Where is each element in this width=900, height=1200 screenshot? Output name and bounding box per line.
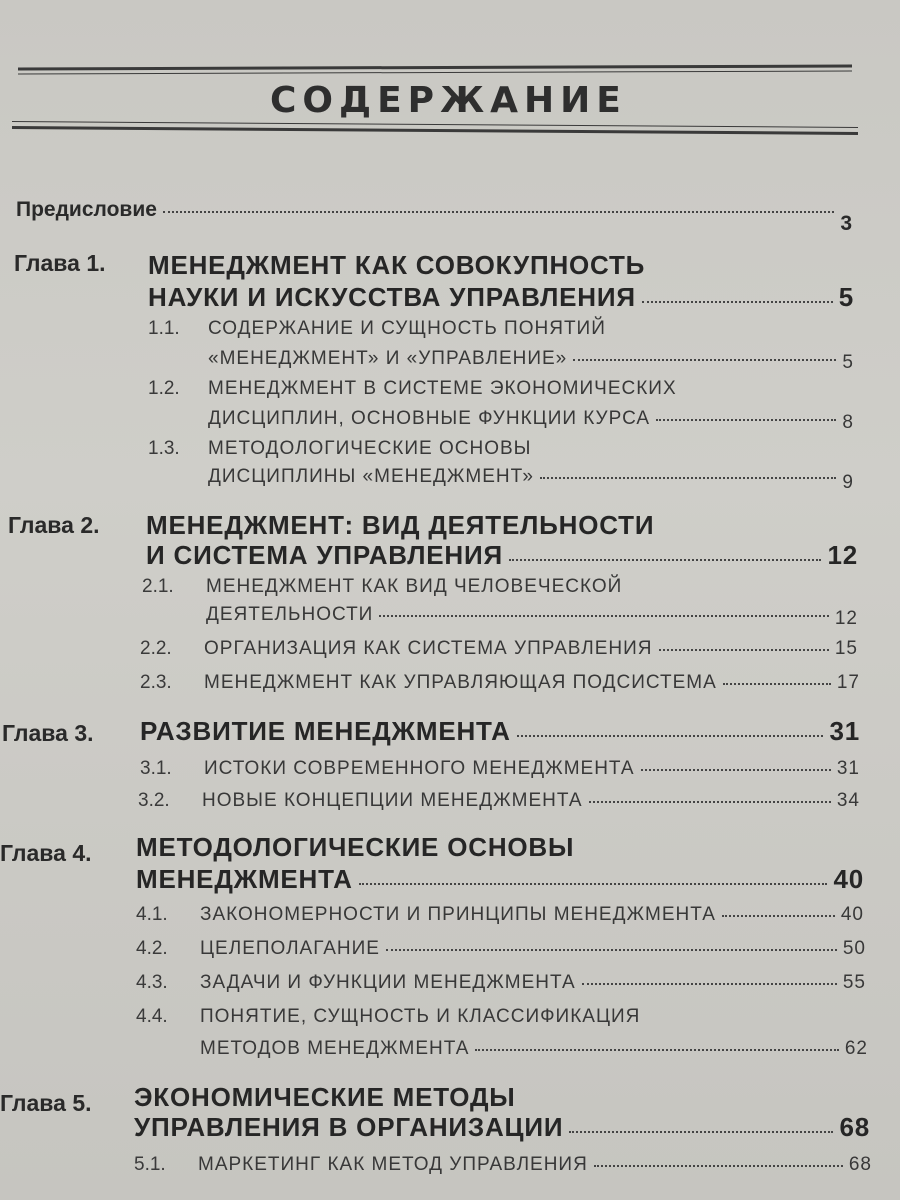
chapter-title-line: ЭКОНОМИЧЕСКИЕ МЕТОДЫ [134,1082,516,1112]
section-title-text: МАРКЕТИНГ КАК МЕТОД УПРАВЛЕНИЯ [198,1154,588,1175]
toc-entry-preface [16,198,852,235]
section-number: 4.3. [136,972,168,993]
section-title-line [208,348,854,373]
section-number: 2.2. [140,638,172,659]
toc-page-number: 9 [842,472,854,493]
section-number: 1.3. [148,438,180,459]
leader-dots [540,477,836,479]
chapter-label: Глава 1. [14,250,106,276]
chapter-title-text: УПРАВЛЕНИЯ В ОРГАНИЗАЦИИ [134,1112,564,1142]
section-title-text: МЕТОДОВ МЕНЕДЖМЕНТА [200,1038,470,1059]
leader-dots [589,801,831,803]
section-number: 1.2. [148,378,180,399]
toc-page-number: 34 [836,790,860,811]
toc-page-number: 3 [840,212,852,235]
section-title-line: ПОНЯТИЕ, СУЩНОСТЬ И КЛАССИФИКАЦИЯ [200,1006,641,1027]
section-title-line [202,790,860,812]
toc-page-number: 68 [839,1112,870,1142]
section-title-text: МЕНЕДЖМЕНТ КАК УПРАВЛЯЮЩАЯ ПОДСИСТЕМА [204,672,717,693]
section-number: 4.2. [136,938,168,959]
chapter-title-line: МЕНЕДЖМЕНТ КАК СОВОКУПНОСТЬ [148,250,646,280]
section-title-line [208,466,854,493]
toc-page-number: 40 [833,864,864,894]
section-title-text: ИСТОКИ СОВРЕМЕННОГО МЕНЕДЖМЕНТА [204,758,635,779]
toc-page-number: 5 [842,352,854,373]
section-title-line: МЕНЕДЖМЕНТ КАК ВИД ЧЕЛОВЕЧЕСКОЙ [206,576,623,597]
chapter-title-text: И СИСТЕМА УПРАВЛЕНИЯ [146,540,503,570]
toc-page-number: 15 [834,638,858,659]
section-number: 4.4. [136,1006,168,1027]
section-title-line [204,672,860,694]
chapter-label: Глава 2. [8,512,100,538]
toc-page-number: 31 [836,758,860,779]
toc-page-number: 5 [838,282,854,312]
section-number: 1.1. [148,318,180,339]
section-title-text: ЗАКОНОМЕРНОСТИ И ПРИНЦИПЫ МЕНЕДЖМЕНТА [200,904,716,925]
section-title-line [204,758,860,780]
chapter-title-text: НАУКИ И ИСКУССТВА УПРАВЛЕНИЯ [148,282,636,312]
toc-page-number: 62 [844,1038,868,1059]
section-title-text: ОРГАНИЗАЦИЯ КАК СИСТЕМА УПРАВЛЕНИЯ [204,638,653,659]
section-title-line: СОДЕРЖАНИЕ И СУЩНОСТЬ ПОНЯТИЙ [208,318,606,339]
section-number: 5.1. [134,1154,166,1175]
section-title-line [200,1038,868,1060]
chapter-title-line [136,864,864,895]
leader-dots [379,615,829,617]
section-title-line [200,904,864,926]
section-number: 3.1. [140,758,172,779]
leader-dots [641,769,831,771]
section-title-line [200,972,866,994]
chapter-title-text: РАЗВИТИЕ МЕНЕДЖМЕНТА [140,716,511,746]
section-title-text: ЗАДАЧИ И ФУНКЦИИ МЕНЕДЖМЕНТА [200,972,576,993]
section-title-text: НОВЫЕ КОНЦЕПЦИИ МЕНЕДЖМЕНТА [202,790,583,811]
chapter-title-text: МЕНЕДЖМЕНТА [136,864,353,894]
chapter-title-line [148,282,854,313]
toc-entry-label: Предисловие [16,198,157,221]
chapter-title-line [146,540,858,571]
header-rule-top [18,65,852,71]
chapter-label: Глава 4. [0,840,92,866]
toc-page-number: 68 [848,1154,872,1175]
page-title: СОДЕРЖАНИЕ [270,80,627,121]
leader-dots [163,211,834,213]
leader-dots [656,419,836,421]
leader-dots [722,915,835,917]
chapter-title-line [140,716,860,747]
toc-page-number: 40 [840,904,864,925]
chapter-label: Глава 5. [0,1090,92,1116]
leader-dots [573,359,836,361]
leader-dots [582,983,837,985]
section-number: 2.1. [142,576,174,597]
toc-page-number: 55 [842,972,866,993]
section-title-text: ДИСЦИПЛИН, ОСНОВНЫЕ ФУНКЦИИ КУРСА [208,408,651,429]
leader-dots [475,1049,838,1051]
leader-dots [386,949,837,951]
leader-dots [569,1131,833,1133]
leader-dots [509,559,822,561]
leader-dots [517,735,824,737]
leader-dots [642,301,833,303]
leader-dots [359,883,828,885]
chapter-label: Глава 3. [2,720,94,746]
header-rule-top-thin [18,71,852,75]
leader-dots [594,1165,843,1167]
chapter-title-line: МЕТОДОЛОГИЧЕСКИЕ ОСНОВЫ [136,832,575,862]
toc-page-number: 50 [842,938,866,959]
toc-page-number: 12 [834,608,858,629]
header-rule-bottom [12,126,858,135]
chapter-title-line [134,1112,870,1143]
leader-dots [659,649,829,651]
toc-page-number: 31 [829,716,860,746]
section-title-line [198,1154,872,1176]
section-title-text: ДЕЯТЕЛЬНОСТИ [206,604,374,625]
toc-page-number: 12 [827,540,858,570]
section-title-line: МЕТОДОЛОГИЧЕСКИЕ ОСНОВЫ [208,438,532,459]
toc-page-number: 8 [842,412,854,433]
section-number: 4.1. [136,904,168,925]
section-title-text: «МЕНЕДЖМЕНТ» И «УПРАВЛЕНИЕ» [208,348,568,369]
section-title-text: ДИСЦИПЛИНЫ «МЕНЕДЖМЕНТ» [208,466,534,487]
section-title-line: МЕНЕДЖМЕНТ В СИСТЕМЕ ЭКОНОМИЧЕСКИХ [208,378,677,399]
section-title-line [208,408,854,433]
toc-page-number: 17 [836,672,860,693]
leader-dots [723,683,831,685]
chapter-title-line: МЕНЕДЖМЕНТ: ВИД ДЕЯТЕЛЬНОСТИ [146,510,655,540]
section-number: 3.2. [138,790,170,811]
section-title-line [200,938,866,960]
section-title-text: ЦЕЛЕПОЛАГАНИЕ [200,938,380,959]
section-title-line [206,604,858,629]
section-title-line [204,638,858,660]
section-number: 2.3. [140,672,172,693]
